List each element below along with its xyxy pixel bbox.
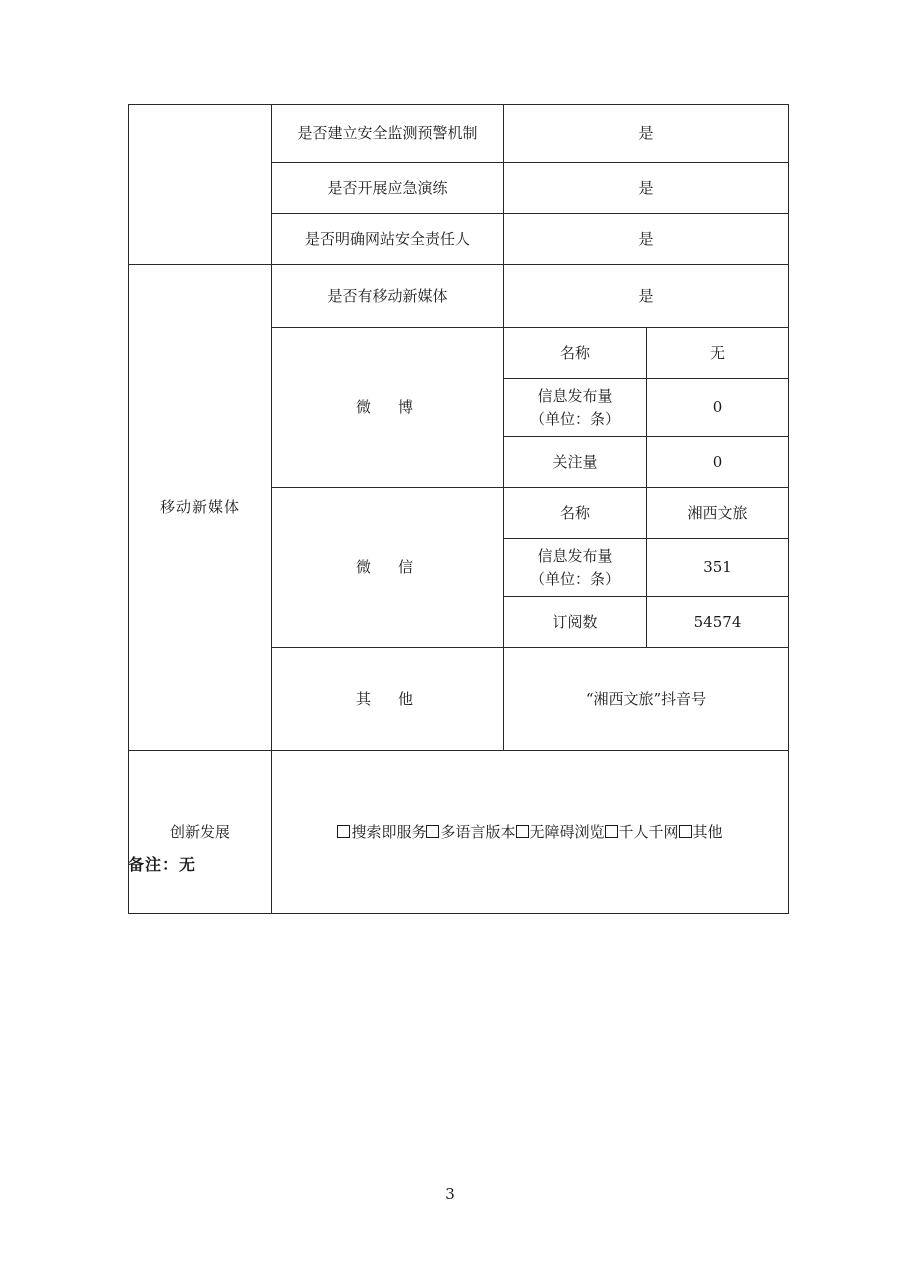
option-label: 搜索即服务 [351, 822, 427, 841]
row-label-weixin: 微 信 [272, 488, 504, 648]
table-row [129, 751, 789, 914]
row-value-weixin-subscribers: 54574 [647, 597, 789, 648]
checkbox-icon[interactable] [337, 825, 350, 838]
row-value-weibo-posts: 0 [647, 379, 789, 437]
label-line-1: 信息发布量 [537, 547, 613, 565]
option-label: 无障碍浏览 [529, 822, 605, 841]
row-value-has-mobile-media: 是 [504, 265, 789, 328]
row-label-security-warning: 是否建立安全监测预警机制 [272, 105, 504, 163]
row-label-innovation: 创新发展 [129, 751, 272, 914]
row-value-innovation [272, 751, 789, 914]
row-label-emergency-drill: 是否开展应急演练 [272, 163, 504, 214]
row-value-other-media: “湘西文旅”抖音号 [504, 648, 789, 751]
row-value-emergency-drill: 是 [504, 163, 789, 214]
row-label-other-media: 其 他 [272, 648, 504, 751]
label-line-2: （单位：条） [529, 409, 620, 428]
option-personalized-web[interactable] [605, 821, 679, 844]
remark-text: 备注：无 [128, 855, 197, 874]
option-other[interactable] [679, 821, 723, 844]
option-search-as-service[interactable] [337, 821, 426, 844]
label-line-1: 信息发布量 [537, 387, 613, 405]
checkbox-icon[interactable] [605, 825, 618, 838]
table-row [129, 105, 789, 163]
option-label: 多语言版本 [440, 822, 516, 841]
row-label-weixin-posts [504, 539, 647, 597]
label-line-2: （单位：条） [529, 569, 620, 588]
innovation-options [276, 821, 784, 844]
row-value-weixin-name: 湘西文旅 [647, 488, 789, 539]
row-label-weixin-subscribers: 订阅数 [504, 597, 647, 648]
annual-report-table [128, 104, 789, 914]
row-label-weibo-name: 名称 [504, 328, 647, 379]
row-value-security-officer: 是 [504, 214, 789, 265]
row-label-weibo-followers: 关注量 [504, 437, 647, 488]
table-row [129, 265, 789, 328]
category-mobile-new-media: 移动新媒体 [129, 265, 272, 751]
row-label-weibo: 微 博 [272, 328, 504, 488]
option-accessibility[interactable] [516, 821, 605, 844]
security-category-cell [129, 105, 272, 265]
option-label: 其他 [692, 822, 723, 841]
row-label-weibo-posts [504, 379, 647, 437]
checkbox-icon[interactable] [516, 825, 529, 838]
row-label-has-mobile-media: 是否有移动新媒体 [272, 265, 504, 328]
row-value-weixin-posts: 351 [647, 539, 789, 597]
checkbox-icon[interactable] [426, 825, 439, 838]
row-label-security-officer: 是否明确网站安全责任人 [272, 214, 504, 265]
row-value-weibo-followers: 0 [647, 437, 789, 488]
checkbox-icon[interactable] [679, 825, 692, 838]
row-label-weixin-name: 名称 [504, 488, 647, 539]
option-multilingual[interactable] [426, 821, 515, 844]
row-value-security-warning: 是 [504, 105, 789, 163]
row-value-weibo-name: 无 [647, 328, 789, 379]
page-number: 3 [445, 1185, 455, 1203]
option-label: 千人千网 [618, 822, 679, 841]
